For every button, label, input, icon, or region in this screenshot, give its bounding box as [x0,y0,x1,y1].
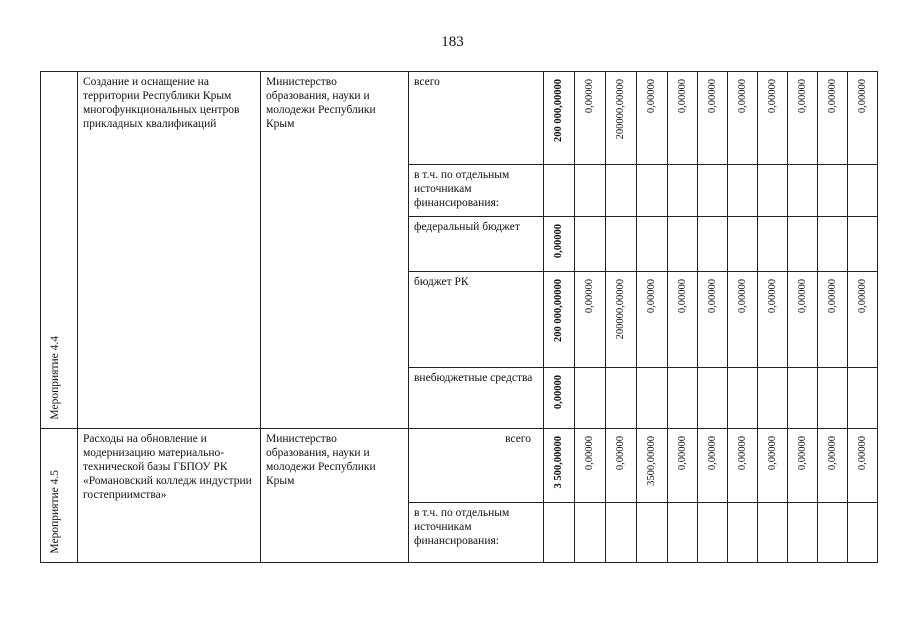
value-text: 0,00000 [796,279,808,314]
value-cell [788,72,818,165]
value-text: 0,00000 [553,224,564,259]
source-label: федеральный бюджет [409,217,544,272]
value-text: 0,00000 [706,436,718,471]
value-cell [728,72,758,165]
value-cell [637,429,668,503]
value-cell [637,72,668,165]
value-cell [758,368,788,429]
value-text: 0,00000 [826,279,838,314]
measure-name: Создание и оснащение на территории Республики Крым многофункциональных центров прикладных квалификаций [78,72,261,429]
funding-table [40,71,878,563]
source-label: всего [409,429,544,503]
value-cell [668,272,698,368]
table-row [41,429,878,503]
value-cell [637,503,668,563]
value-cell [788,217,818,272]
value-cell [606,217,637,272]
value-text: 0,00000 [766,279,778,314]
value-cell [606,72,637,165]
value-text: 0,00000 [676,436,688,471]
source-label: внебюджетные средства [409,368,544,429]
value-cell [728,368,758,429]
value-cell [758,272,788,368]
value-cell [606,368,637,429]
value-text: 0,00000 [826,436,838,471]
value-cell [818,368,848,429]
value-cell [818,272,848,368]
measure-label: Мероприятие 4.4 [49,336,61,420]
value-cell [637,368,668,429]
value-cell [848,217,878,272]
value-cell [698,429,728,503]
value-text: 0,00000 [766,436,778,471]
value-cell [698,272,728,368]
value-text: 0,00000 [646,79,657,114]
value-cell [575,368,606,429]
value-cell [698,368,728,429]
value-text: 0,00000 [736,279,748,314]
value-cell [544,429,575,503]
value-cell [848,272,878,368]
value-cell [575,72,606,165]
page-number: 183 [441,34,464,50]
value-text: 0,00000 [553,375,564,410]
value-text: 0,00000 [615,436,626,471]
value-cell [728,217,758,272]
value-cell [698,217,728,272]
value-cell [848,503,878,563]
value-cell [698,165,728,217]
value-text: 0,00000 [584,79,595,114]
value-cell [728,165,758,217]
value-cell [606,165,637,217]
value-text: 0,00000 [856,436,868,471]
value-cell [758,429,788,503]
measure-label-cell [41,72,78,429]
value-cell [848,72,878,165]
value-cell [606,503,637,563]
responsible-executor: Министерство образования, науки и молодежи Республики Крым [261,429,409,563]
value-cell [788,503,818,563]
value-text: 0,00000 [676,79,688,114]
value-cell [788,368,818,429]
value-text: 0,00000 [676,279,688,314]
measure-label-cell [41,429,78,563]
value-cell [848,429,878,503]
value-cell [818,503,848,563]
value-cell [668,368,698,429]
measure-label: Мероприятие 4.5 [49,470,61,554]
value-cell [575,429,606,503]
value-cell [818,72,848,165]
value-cell [758,217,788,272]
value-cell [544,272,575,368]
table-row [41,72,878,165]
value-cell [544,217,575,272]
value-text: 0,00000 [856,79,868,114]
value-cell [575,272,606,368]
value-cell [668,165,698,217]
value-cell [637,272,668,368]
value-cell [848,368,878,429]
value-cell [788,272,818,368]
value-cell [728,503,758,563]
value-cell [788,429,818,503]
value-cell [818,165,848,217]
value-text: 3500,00000 [646,436,657,486]
value-cell [818,429,848,503]
value-text: 0,00000 [706,79,718,114]
value-text: 200000,00000 [615,279,626,340]
table-body [41,72,878,563]
source-label: в т.ч. по отдельным источникам финансирования: [409,503,544,563]
value-cell [698,72,728,165]
source-label: бюджет РК [409,272,544,368]
source-label: в т.ч. по отдельным источникам финансирования: [409,165,544,217]
value-text: 0,00000 [646,279,657,314]
value-cell [606,429,637,503]
value-cell [637,165,668,217]
value-text: 0,00000 [584,279,595,314]
value-cell [575,217,606,272]
responsible-executor: Министерство образования, науки и молодежи Республики Крым [261,72,409,429]
value-cell [668,429,698,503]
value-text: 0,00000 [856,279,868,314]
value-text: 0,00000 [826,79,838,114]
value-text: 0,00000 [736,79,748,114]
value-text: 200 000,00000 [553,79,564,142]
value-cell [544,72,575,165]
value-text: 0,00000 [584,436,595,471]
value-cell [637,217,668,272]
value-cell [728,429,758,503]
value-cell [575,503,606,563]
value-text: 0,00000 [766,79,778,114]
value-cell [668,503,698,563]
measure-name: Расходы на обновление и модернизацию материально-технической базы ГБПОУ РК «Романовский колледж индустрии гостеприимства» [78,429,261,563]
value-cell [758,165,788,217]
value-cell [818,217,848,272]
value-text: 200 000,00000 [553,279,564,342]
value-cell [848,165,878,217]
value-cell [544,503,575,563]
value-cell [544,165,575,217]
value-text: 0,00000 [796,79,808,114]
value-cell [758,503,788,563]
value-text: 0,00000 [796,436,808,471]
value-text: 3 500,00000 [553,436,564,489]
value-text: 0,00000 [736,436,748,471]
source-label: всего [409,72,544,165]
value-cell [698,503,728,563]
value-cell [668,217,698,272]
value-text: 0,00000 [706,279,718,314]
value-text: 200000,00000 [615,79,626,140]
value-cell [606,272,637,368]
value-cell [728,272,758,368]
value-cell [575,165,606,217]
value-cell [668,72,698,165]
value-cell [788,165,818,217]
value-cell [544,368,575,429]
value-cell [758,72,788,165]
